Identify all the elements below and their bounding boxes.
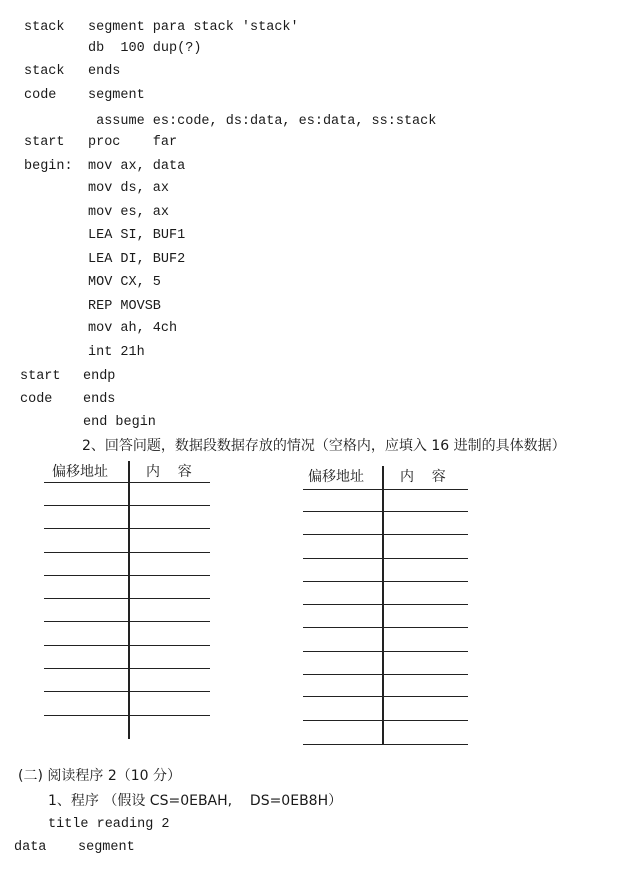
offset-content-table	[44, 461, 210, 739]
code-line: mov ah, 4ch	[88, 321, 178, 336]
code-line: segment	[78, 840, 135, 855]
table-row-line	[44, 691, 210, 692]
header-content: 内 容	[146, 464, 192, 480]
code-line: int 21h	[88, 345, 145, 360]
code-line: assume es:code, ds:data, es:data, ss:stack	[88, 114, 437, 129]
code-line: proc far	[88, 135, 178, 150]
table-row-line	[303, 651, 468, 652]
table-row-line	[44, 645, 210, 646]
table-row-line	[44, 715, 210, 716]
table-row-line	[44, 621, 210, 622]
code-line: end begin	[83, 415, 156, 430]
header-content: 内 容	[400, 469, 446, 485]
code-label: stack	[24, 20, 65, 35]
code-label: start	[20, 369, 61, 384]
code-label: stack	[24, 64, 65, 79]
code-label: code	[24, 88, 57, 103]
code-line: MOV CX, 5	[88, 275, 161, 290]
table-row-line	[303, 627, 468, 628]
table-row-line	[303, 696, 468, 697]
table-row-line	[303, 489, 468, 490]
table-row-line	[44, 505, 210, 506]
table-row-line	[303, 720, 468, 721]
table-row-line	[303, 744, 468, 745]
table-row-line	[303, 581, 468, 582]
table-row-line	[44, 668, 210, 669]
code-label: begin:	[24, 159, 73, 174]
section-title: (二) 阅读程序 2（10 分）	[18, 768, 181, 784]
code-line: ends	[83, 392, 116, 407]
program-heading: 1、程序 （假设 CS=0EBAH, DS=0EB8H）	[48, 793, 343, 809]
code-line: ends	[88, 64, 121, 79]
table-row-line	[44, 598, 210, 599]
table-row-line	[44, 552, 210, 553]
code-line: REP MOVSB	[88, 299, 161, 314]
table-row-line	[303, 511, 468, 512]
code-line: LEA DI, BUF2	[88, 252, 186, 267]
table-row-line	[44, 528, 210, 529]
code-line: endp	[83, 369, 116, 384]
column-divider	[382, 466, 384, 744]
table-row-line	[303, 604, 468, 605]
code-line: segment	[88, 88, 145, 103]
code-line: segment para stack 'stack'	[88, 20, 299, 35]
code-label: data	[14, 840, 47, 855]
code-line: db 100 dup(?)	[88, 41, 202, 56]
code-label: code	[20, 392, 53, 407]
code-line: title reading 2	[48, 817, 170, 832]
table-row-line	[44, 482, 210, 483]
question-text: 2、回答问题，数据段数据存放的情况（空格内，应填入 16 进制的具体数据）	[82, 438, 566, 454]
code-line: LEA SI, BUF1	[88, 228, 186, 243]
offset-content-table	[303, 466, 468, 744]
table-row-line	[303, 534, 468, 535]
code-line: mov ds, ax	[88, 181, 170, 196]
table-row-line	[303, 674, 468, 675]
table-row-line	[44, 575, 210, 576]
table-row-line	[303, 558, 468, 559]
code-line: mov ax, data	[88, 159, 186, 174]
code-line: mov es, ax	[88, 205, 170, 220]
code-label: start	[24, 135, 65, 150]
header-offset-address: 偏移地址	[52, 464, 108, 480]
header-offset-address: 偏移地址	[308, 469, 364, 485]
column-divider	[128, 461, 130, 739]
